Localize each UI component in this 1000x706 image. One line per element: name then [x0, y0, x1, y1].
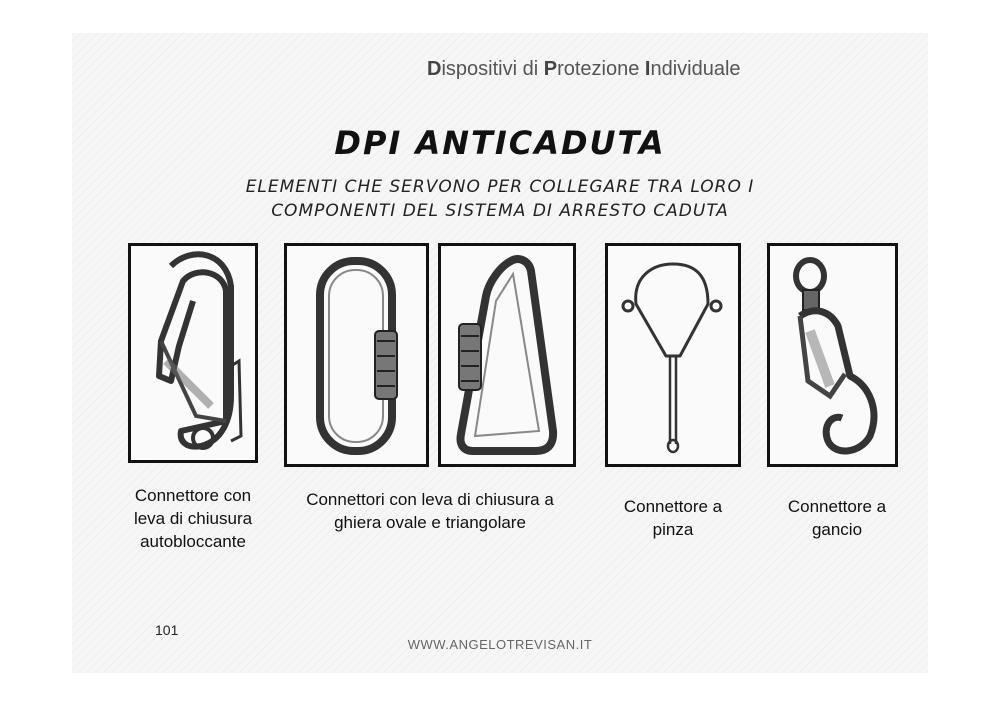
page-number: 101 [155, 622, 179, 638]
image-frame-pinza-connector [605, 243, 741, 467]
page-title: DPI ANTICADUTA [334, 124, 666, 162]
caption-line: ghiera ovale e triangolare [334, 513, 526, 532]
caption-line: leva di chiusura [133, 509, 253, 528]
caption-pinza [598, 495, 748, 541]
header-word-1: ispositivi di [441, 58, 544, 80]
header-initial-2: P [543, 58, 558, 80]
caption-line: Connettori con leva di chiusura a [306, 490, 554, 509]
caption-line: autobloccante [140, 532, 246, 551]
footer-website: WWW.ANGELOTREVISAN.IT [407, 637, 593, 652]
header-word-3: ndividuale [650, 58, 741, 80]
oval-carabiner-icon [287, 246, 426, 464]
caption-carabiners [280, 488, 580, 534]
caption-gancio [762, 495, 912, 541]
header-initial-3: I [644, 58, 651, 80]
subtitle-line-2: COMPONENTI DEL SISTEMA DI ARRESTO CADUTA [271, 201, 729, 221]
caption-line: pinza [652, 520, 694, 539]
swivel-hook-icon [770, 246, 895, 464]
triangular-carabiner-icon [441, 246, 573, 464]
page-subtitle [0, 175, 1000, 223]
pinza-connector-icon [608, 246, 738, 464]
caption-line: Connettore con [134, 486, 252, 505]
header-initial-1: D [427, 58, 442, 80]
image-frame-oval-carabiner [284, 243, 429, 467]
image-frame-triangular-carabiner [438, 243, 576, 467]
header-title [427, 58, 741, 81]
caption-line: Connettore a [787, 497, 887, 516]
caption-line: gancio [811, 520, 863, 539]
header-word-2: rotezione [557, 58, 645, 80]
caption-line: Connettore a [623, 497, 723, 516]
caption-snap-hook [108, 484, 278, 553]
image-frame-swivel-hook [767, 243, 898, 467]
image-frame-snap-hook [128, 243, 258, 463]
subtitle-line-1: ELEMENTI CHE SERVONO PER COLLEGARE TRA LORO I [245, 177, 755, 197]
snap-hook-icon [131, 246, 255, 460]
